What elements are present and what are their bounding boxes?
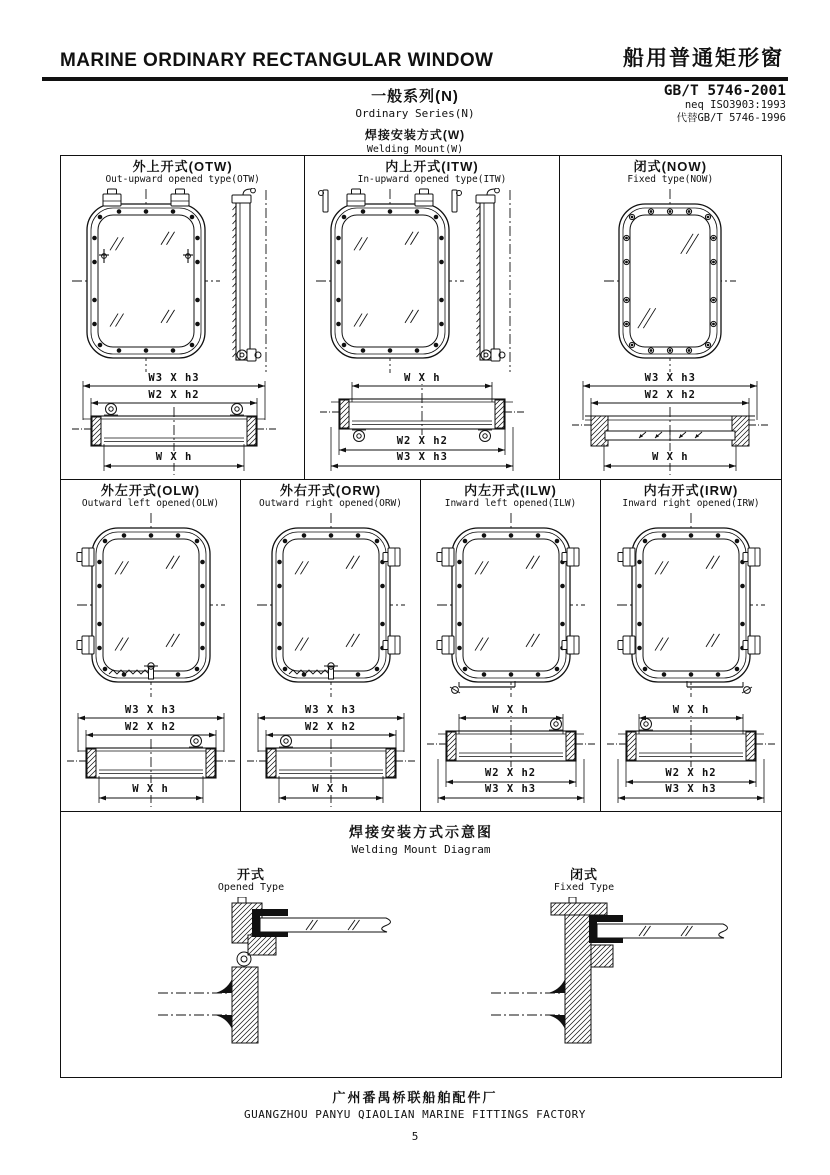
otw-side-view-drawing	[229, 188, 273, 374]
mount-label-en: Welding Mount(W)	[366, 144, 464, 155]
panel-ilw-title-en: Inward left opened(ILW)	[444, 497, 577, 509]
olw-dim-label-wh: W X h	[129, 783, 172, 795]
now-dim-label-w3h3: W3 X h3	[642, 372, 699, 384]
welding-diagram-title-zh: 焊接安装方式示意图	[349, 824, 493, 840]
now-views	[560, 188, 781, 374]
panel-otw-title	[61, 156, 304, 188]
standards-block	[664, 83, 786, 125]
olw-views	[61, 512, 240, 698]
standard-replaces: 代替GB/T 5746-1996	[676, 112, 786, 125]
itw-views	[305, 188, 558, 374]
orw-dim-label-w3h3: W3 X h3	[302, 704, 359, 716]
panel-ilw	[421, 480, 601, 811]
now-front-view-drawing	[603, 188, 737, 374]
ilw-dim-label-w3h3: W3 X h3	[482, 783, 539, 795]
row-side-types	[61, 480, 781, 812]
opened-type-column	[156, 868, 406, 1047]
drawing-board	[60, 155, 782, 1078]
page-header	[0, 0, 830, 155]
page-number: 5	[411, 1130, 419, 1143]
panel-irw-title	[601, 480, 781, 512]
ilw-front-view-drawing	[436, 512, 586, 698]
itw-dim-label-w2h2: W2 X h2	[394, 435, 451, 447]
series-label-zh: 一般系列(N)	[371, 88, 459, 105]
now-dimension-section	[571, 374, 769, 476]
otw-front-view-drawing	[71, 188, 221, 374]
row-top-types	[61, 156, 781, 480]
subheader	[0, 81, 830, 155]
panel-olw-title-zh: 外左开式(OLW)	[100, 483, 201, 498]
opened-type-label-en: Opened Type	[217, 882, 285, 894]
panel-orw	[241, 480, 421, 811]
fixed-type-column	[489, 868, 739, 1047]
standard-code: GB/T 5746-2001	[663, 83, 786, 99]
fixed-type-label	[519, 868, 649, 893]
now-dim-label-wh: W X h	[649, 451, 692, 463]
mount-label-zh: 焊接安装方式(W)	[364, 128, 466, 142]
orw-views	[241, 512, 420, 698]
panel-otw-title-en: Out-upward opened type(OTW)	[105, 173, 260, 185]
otw-dim-label-w3h3: W3 X h3	[145, 372, 202, 384]
itw-side-view-drawing	[473, 188, 517, 374]
page-title-zh: 船用普通矩形窗	[623, 47, 784, 70]
panel-otw-title-zh: 外上开式(OTW)	[132, 159, 233, 174]
itw-dim-label-w3h3: W3 X h3	[394, 451, 451, 463]
irw-front-view-drawing	[616, 512, 766, 698]
series-label-en: Ordinary Series(N)	[355, 107, 475, 120]
welding-mount-diagram-section	[61, 812, 781, 1077]
panel-olw	[61, 480, 241, 811]
fixed-type-label-en: Fixed Type	[553, 882, 615, 894]
orw-dim-label-w2h2: W2 X h2	[302, 721, 359, 733]
panel-irw-title-en: Inward right opened(IRW)	[622, 497, 760, 509]
panel-itw-title	[305, 156, 558, 188]
otw-dim-label-w2h2: W2 X h2	[145, 389, 202, 401]
olw-dimension-section	[66, 706, 236, 808]
opened-type-weld-drawing	[156, 897, 406, 1047]
irw-dim-label-w3h3: W3 X h3	[662, 783, 719, 795]
olw-front-view-drawing	[76, 512, 226, 698]
otw-dim-label-wh: W X h	[153, 451, 196, 463]
panel-orw-title-zh: 外右开式(ORW)	[279, 483, 382, 498]
panel-itw-title-zh: 内上开式(ITW)	[385, 159, 479, 174]
itw-front-view-drawing	[315, 188, 465, 374]
panel-orw-title-en: Outward right opened(ORW)	[259, 497, 402, 509]
ilw-dim-label-w2h2: W2 X h2	[482, 767, 539, 779]
factory-name-en: GUANGZHOU PANYU QIAOLIAN MARINE FITTINGS FACTORY	[244, 1108, 586, 1121]
page-footer	[0, 1087, 830, 1143]
irw-dim-label-wh: W X h	[670, 704, 713, 716]
panel-olw-title	[61, 480, 240, 512]
panel-now-title-zh: 闭式(NOW)	[633, 159, 708, 174]
panel-itw	[305, 156, 559, 479]
itw-dimension-section	[319, 374, 525, 476]
otw-views	[61, 188, 304, 374]
ilw-views	[421, 512, 600, 698]
otw-dimension-section	[71, 374, 277, 476]
panel-irw	[601, 480, 781, 811]
ilw-dim-label-wh: W X h	[489, 704, 532, 716]
fixed-type-weld-drawing	[489, 897, 739, 1047]
ilw-dimension-section	[426, 706, 596, 808]
olw-dim-label-w3h3: W3 X h3	[122, 704, 179, 716]
opened-type-label-zh: 开式	[236, 867, 265, 882]
panel-irw-title-zh: 内右开式(IRW)	[643, 483, 739, 498]
welding-diagram-title	[61, 812, 781, 856]
opened-type-label	[186, 868, 316, 893]
panel-otw	[61, 156, 305, 479]
irw-dimension-section	[606, 706, 776, 808]
orw-dimension-section	[246, 706, 416, 808]
orw-dim-label-wh: W X h	[309, 783, 352, 795]
page-title-en: MARINE ORDINARY RECTANGULAR WINDOW	[60, 50, 494, 71]
fixed-type-label-zh: 闭式	[569, 867, 598, 882]
panel-now	[560, 156, 781, 479]
title-row	[0, 0, 830, 72]
orw-front-view-drawing	[256, 512, 406, 698]
now-dim-label-w2h2: W2 X h2	[642, 389, 699, 401]
welding-diagram-title-en: Welding Mount Diagram	[351, 843, 491, 856]
panel-now-title-en: Fixed type(NOW)	[627, 173, 714, 185]
factory-name-zh: 广州番禺桥联船舶配件厂	[332, 1090, 498, 1105]
panel-olw-title-en: Outward left opened(OLW)	[81, 497, 220, 509]
panel-itw-title-en: In-upward opened type(ITW)	[357, 173, 507, 185]
panel-orw-title	[241, 480, 420, 512]
standard-equivalent: neq ISO3903:1993	[684, 99, 786, 111]
irw-dim-label-w2h2: W2 X h2	[662, 767, 719, 779]
panel-now-title	[560, 156, 781, 188]
itw-dim-label-wh: W X h	[401, 372, 444, 384]
panel-ilw-title	[421, 480, 600, 512]
panel-ilw-title-zh: 内左开式(ILW)	[464, 483, 557, 498]
olw-dim-label-w2h2: W2 X h2	[122, 721, 179, 733]
irw-views	[601, 512, 781, 698]
